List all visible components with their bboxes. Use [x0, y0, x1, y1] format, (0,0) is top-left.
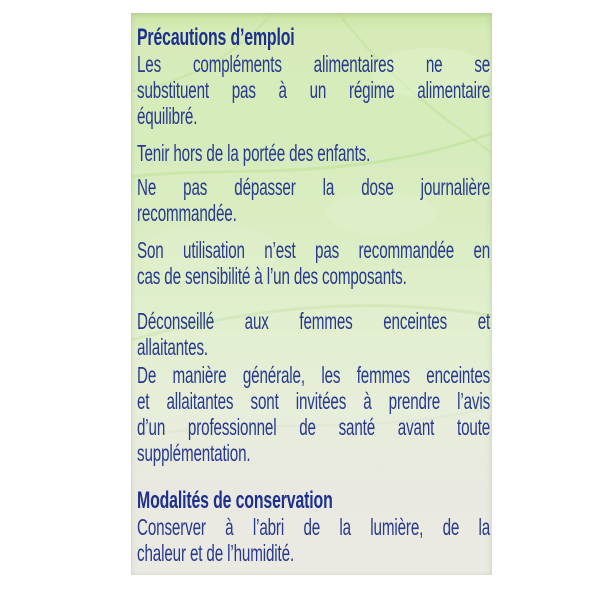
text-line: Ne pas dépasser la dose journalière: [137, 174, 491, 200]
text-line: cas de sensibilité à l’un des composants.: [137, 263, 407, 289]
text-line: et allaitantes sont invitées à prendre l’avis: [137, 388, 491, 414]
paragraph-complements-alimentaires: [137, 51, 490, 129]
text-line: Conserver à l’abri de la lumière, de la: [137, 514, 491, 540]
text-line: substituent pas à un régime alimentaire: [137, 77, 491, 103]
text-line: allaitantes.: [137, 334, 208, 360]
text-line: Les compléments alimentaires ne se: [137, 51, 491, 77]
paragraph-avis-professionnel-sante: [137, 362, 490, 466]
text-line: chaleur et de l’humidité.: [137, 540, 295, 566]
label-text-content: [137, 25, 490, 566]
product-label-panel: [131, 13, 492, 575]
section-heading-precautions-emploi: Précautions d’emploi: [137, 24, 295, 51]
text-line: supplémentation.: [137, 440, 251, 466]
paragraph-dose-journaliere: [137, 174, 490, 226]
text-line: Déconseillé aux femmes enceintes et: [137, 308, 491, 334]
paragraph-tenir-hors-portee: [137, 140, 490, 166]
text-line: Tenir hors de la portée des enfants.: [137, 140, 371, 166]
paragraph-conserver-abri-lumiere: [137, 514, 490, 566]
paragraph-sensibilite-composants: [137, 237, 490, 289]
text-line: Son utilisation n’est pas recommandée en: [137, 237, 491, 263]
text-line: De manière générale, les femmes enceintes: [137, 362, 491, 388]
text-line: équilibré.: [137, 103, 198, 129]
paragraph-deconseille-femmes-enceintes: [137, 308, 490, 360]
text-line: recommandée.: [137, 200, 237, 226]
section-heading-modalites-conservation: Modalités de conservation: [137, 487, 333, 514]
text-line: d’un professionnel de santé avant toute: [137, 414, 491, 440]
